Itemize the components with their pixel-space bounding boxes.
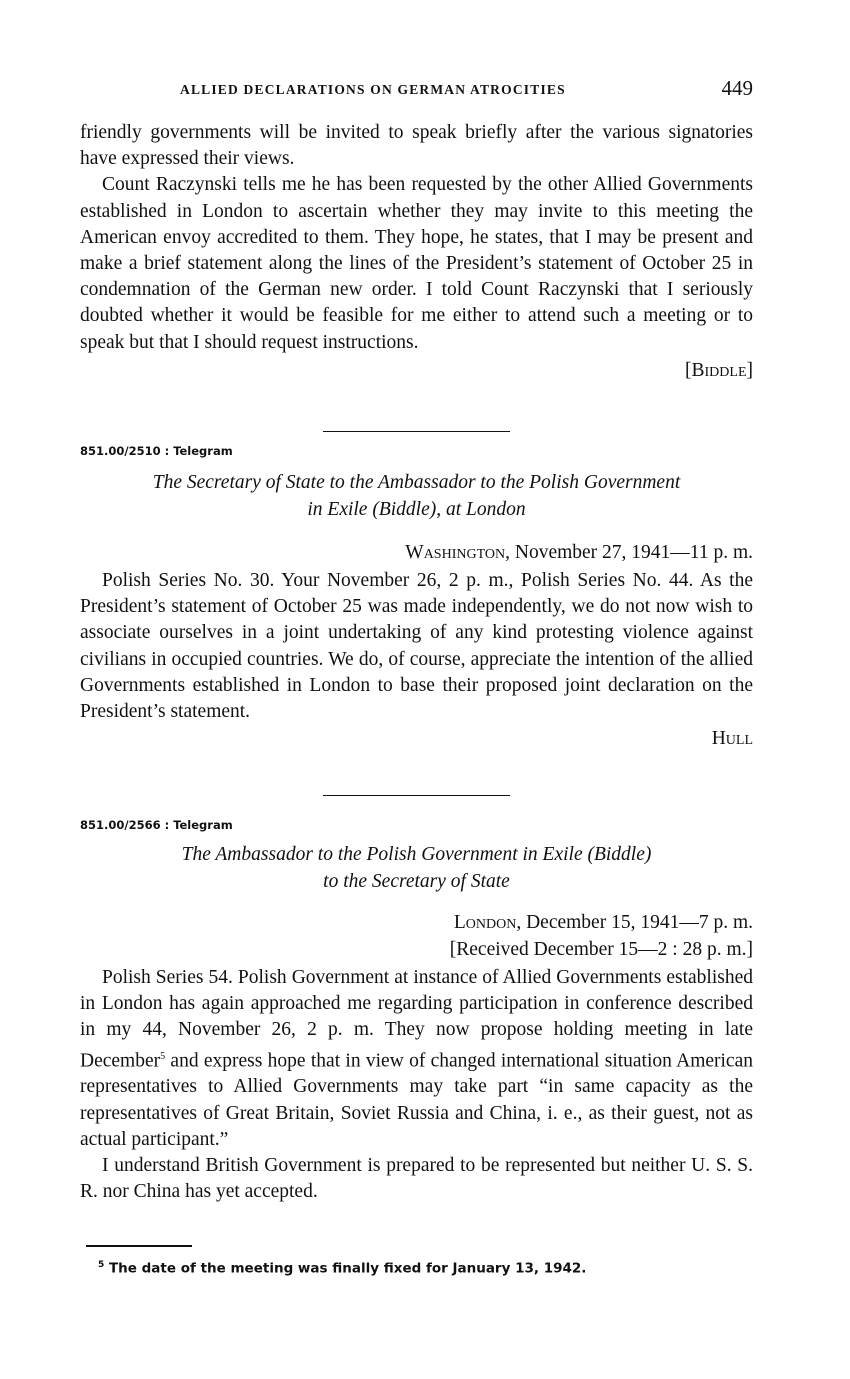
dateline-place: London [453,912,517,933]
section-divider [323,431,510,432]
footnote [98,1260,586,1277]
document-title-line2: in Exile (Biddle), at London [307,499,526,520]
running-head: ALLIED DECLARATIONS ON GERMAN ATROCITIES [180,82,566,97]
document-title-line2: to the Secretary of State [323,871,510,892]
page-number: 449 [721,76,753,100]
dateline [80,539,753,566]
document-title-line1: The Secretary of State to the Ambassador to the Polish Government [152,472,681,493]
paragraph-text: and express hope that in view of changed international situation American representatives to Allied Governments may take part “in same capacity as the representatives of Great Britain, Soviet Russia and China, i. e., as their guest, not as actual participant.” [80,1050,753,1150]
document-id: 851.00/2510 : Telegram [80,444,233,458]
signature: Hull [711,728,753,750]
footnote-text: The date of the meeting was finally fixed for January 13, 1942. [108,1260,587,1277]
body-paragraph: Count Raczynski tells me he has been requested by the other Allied Governments established in London to ascertain whether they may invite to this meeting the American envoy accredited to them. They hope, he states, that I may be present and make a brief statement along the lines of the President’s statement of October 25 in condemnation of the German new order. I told Count Raczynski that I seriously doubted whether it would be feasible for me either to attend such a meeting or to speak but that I should request instructions. [80,174,753,353]
footnote-mark: 5 [98,1260,105,1270]
document-2566 [80,818,753,1205]
footnote-divider [86,1245,192,1247]
dateline-date: , November 27, 1941—11 p. m. [505,542,753,563]
footnote-reference: 5 [160,1050,166,1062]
signature: [Biddle] [685,359,753,381]
dateline-date: , December 15, 1941—7 p. m. [516,912,753,933]
document-id: 851.00/2566 : Telegram [80,818,233,832]
dateline [80,909,753,936]
received-line: [Received December 15—2 : 28 p. m.] [449,939,753,960]
body-paragraph: Polish Series No. 30. Your November 26, 2 p. m., Polish Series No. 44. As the President’s statement of October 25 was made independently, we do not now wish to associate ourselves in a joint undertaking of any kind protesting violence against civilians in occupied countries. We do, of course, appreciate the intention of the allied Governments established in London to base their proposed joint declaration on the President’s statement. [80,570,753,723]
dateline-place: Washington [405,542,506,563]
section-divider [323,795,510,796]
body-paragraph: friendly governments will be invited to speak briefly after the various signatories have expressed their views. [80,122,753,170]
document-title-line1: The Ambassador to the Polish Government in Exile (Biddle) [181,844,652,865]
continued-letter [80,120,753,384]
paragraph-text: Polish Series 54. Polish Government at instance of Allied Governments established in London has again approached me regarding participation in conference described in my 44, November 26, 2 p. m. They now propose holding meeting in late December [80,967,753,1072]
body-paragraph: I understand British Government is prepared to be represented but neither U. S. S. R. nor China has yet accepted. [80,1154,753,1203]
page-header [80,76,753,106]
body-paragraph [80,965,753,1153]
document-2510 [80,444,753,752]
